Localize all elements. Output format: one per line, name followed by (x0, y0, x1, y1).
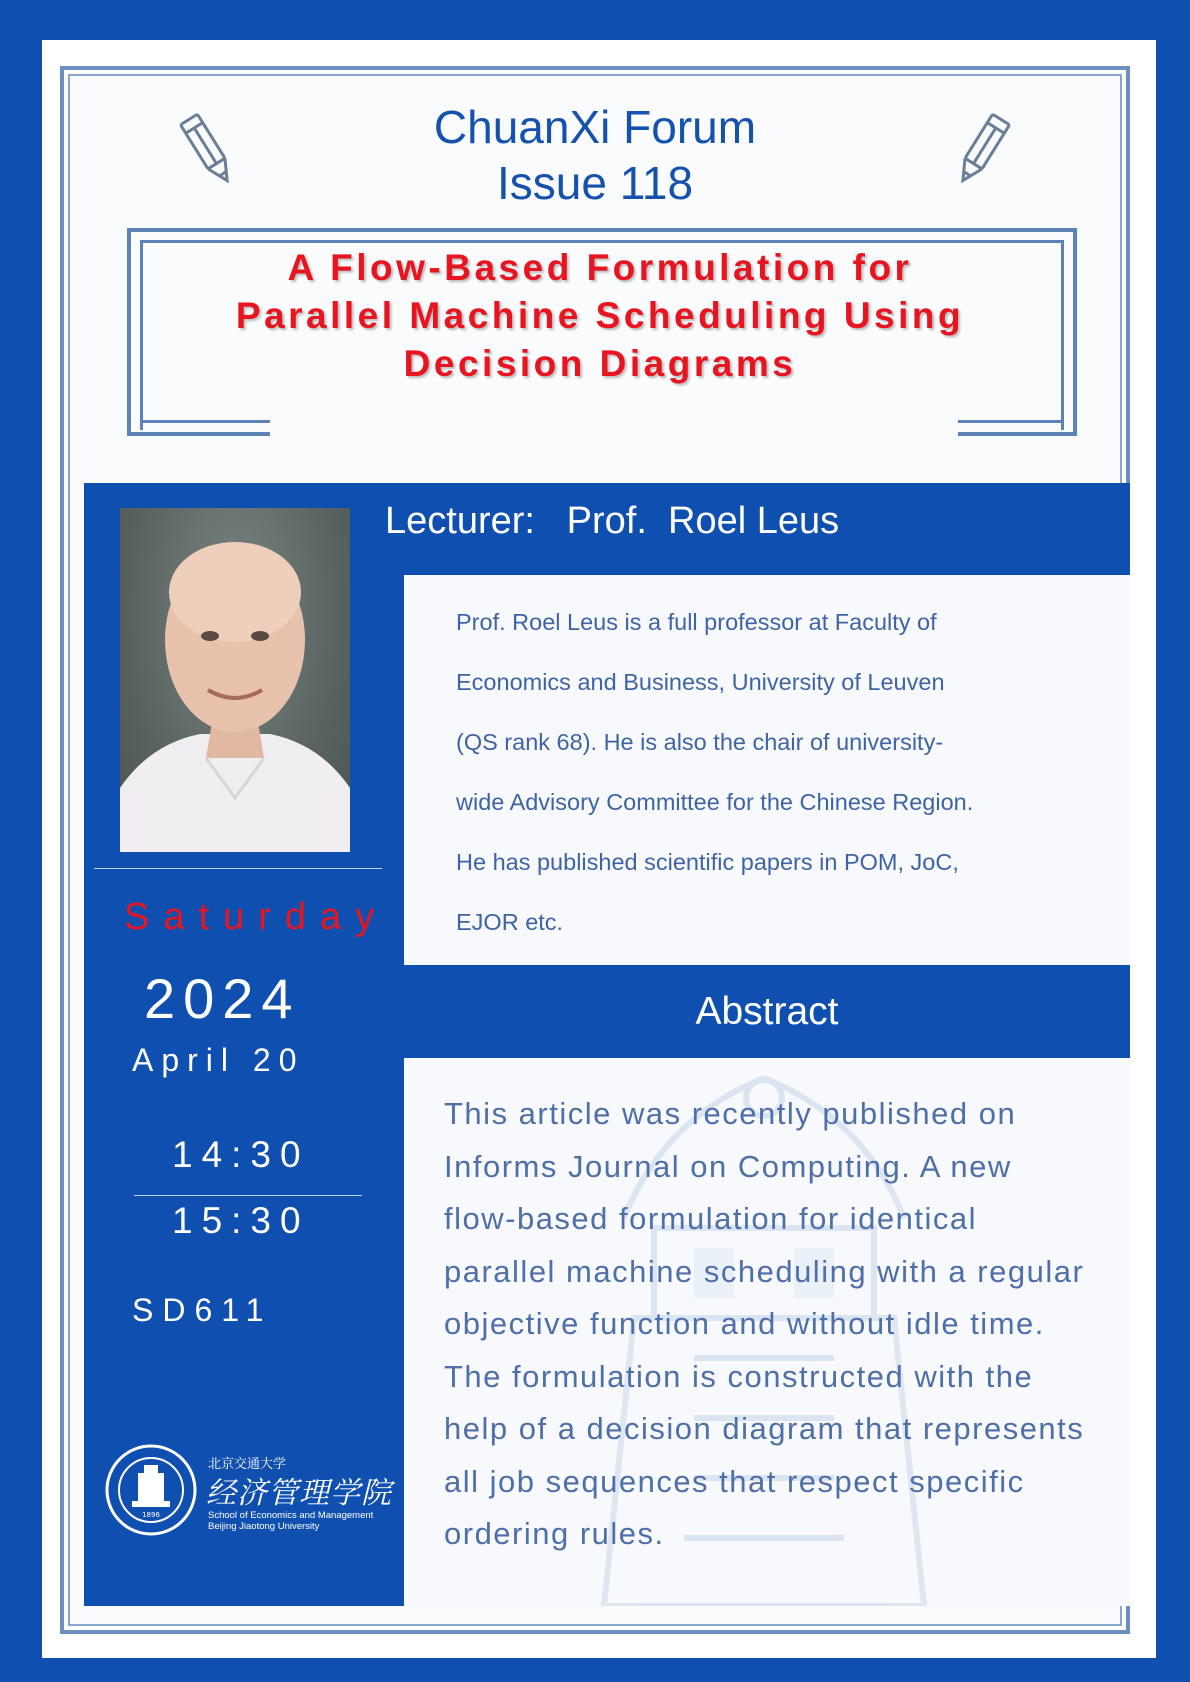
abstract-line: parallel machine scheduling with a regular (444, 1253, 1085, 1289)
talk-title-line: A Flow-Based Formulation for (287, 247, 913, 288)
divider (94, 868, 382, 869)
event-room: SD611 (132, 1292, 273, 1328)
start-time: 14:30 (172, 1134, 310, 1175)
abstract-line: The formulation is constructed with the (444, 1358, 1034, 1394)
lecturer-portrait-image (120, 508, 350, 852)
lecturer-bio (456, 592, 1096, 952)
forum-name: ChuanXi Forum (433, 101, 757, 153)
talk-title-line: Decision Diagrams (403, 343, 797, 384)
school-name-en-line: Beijing Jiaotong University (208, 1521, 320, 1532)
abstract-line: flow-based formulation for identical (444, 1201, 978, 1236)
lecturer-photo (120, 508, 350, 852)
issue-number: Issue 118 (496, 157, 694, 209)
abstract-line: help of a decision diagram that represents (444, 1411, 1085, 1446)
event-year: 2024 (144, 967, 301, 1030)
event-date: April 20 (132, 1042, 305, 1078)
bio-line: He has published scientific papers in POM, JoC, (456, 849, 959, 875)
school-name-en (208, 1510, 373, 1532)
school-name-cn-large: 经济管理学院 (206, 1476, 392, 1511)
bio-line: wide Advisory Committee for the Chinese Region. (456, 789, 974, 815)
abstract-line: objective function and without idle time. (444, 1306, 1045, 1341)
bio-line: Economics and Business, University of Leuven (456, 669, 945, 695)
school-name-en-line: School of Economics and Management (208, 1510, 374, 1521)
abstract-line: Informs Journal on Computing. A new (444, 1148, 1012, 1184)
event-weekday: Saturday (124, 896, 389, 938)
talk-title (150, 244, 1050, 388)
seal-year: 1896 (142, 1511, 160, 1519)
abstract-text (444, 1088, 1094, 1561)
bio-line: (QS rank 68). He is also the chair of university- (456, 729, 944, 755)
abstract-line: ordering rules. (444, 1516, 665, 1551)
abstract-heading: Abstract (695, 990, 839, 1033)
school-name-cn-small: 北京交通大学 (208, 1456, 287, 1471)
talk-title-line: Parallel Machine Scheduling Using (235, 295, 965, 336)
lecturer-heading: Lecturer: Prof. Roel Leus (385, 500, 840, 542)
bio-line: EJOR etc. (456, 909, 564, 935)
abstract-line: all job sequences that respect specific (444, 1463, 1025, 1499)
bio-line: Prof. Roel Leus is a full professor at Faculty of (456, 609, 937, 635)
end-time: 15:30 (172, 1200, 310, 1241)
abstract-line: This article was recently published on (444, 1096, 1017, 1131)
time-divider (134, 1195, 362, 1196)
university-seal-logo (104, 1443, 198, 1537)
